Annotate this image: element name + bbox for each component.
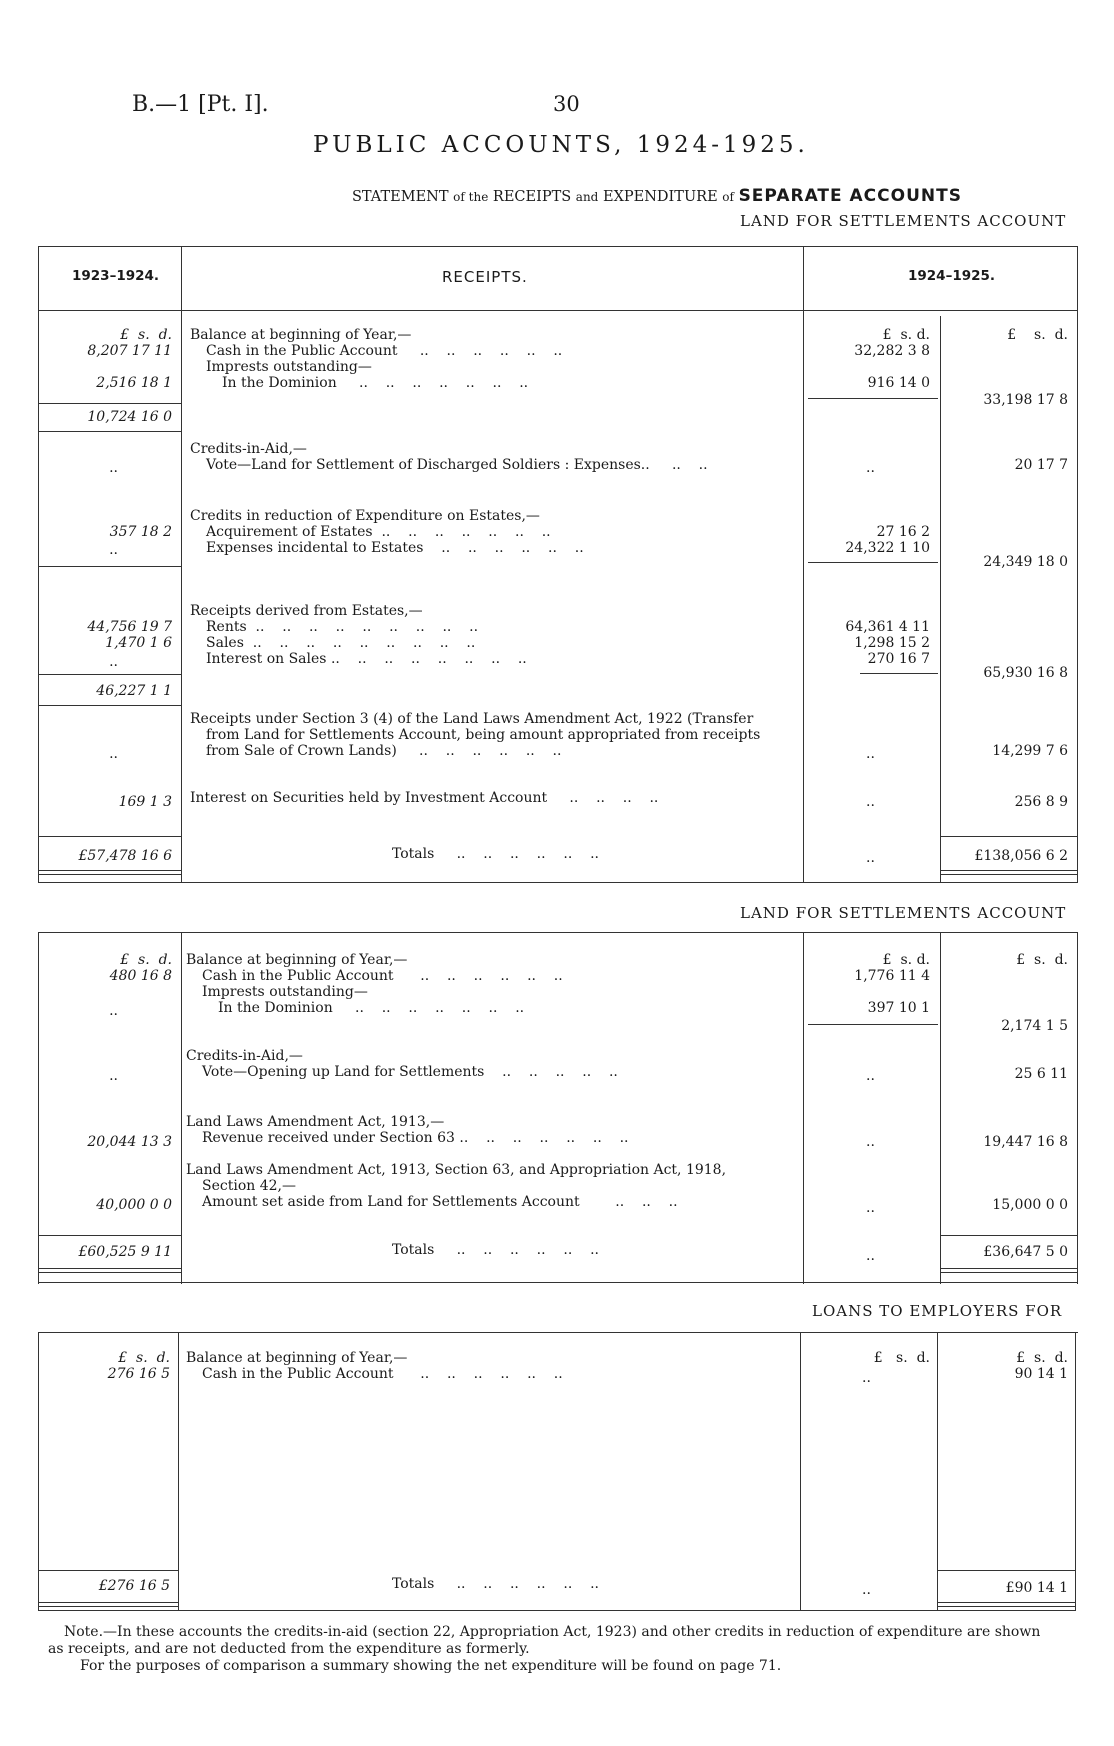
table2-units-total: £ s. d. [1016, 952, 1068, 968]
table1-exp-prev: .. [109, 542, 118, 558]
table3-divider-receipts [800, 1332, 801, 1610]
statement-word: STATEMENT [352, 189, 449, 205]
statement-and: and [575, 190, 599, 204]
table1-section3-total: 14,299 7 6 [992, 743, 1068, 759]
table2-cash-label: Cash in the Public Account .. .. .. .. .. .. [202, 968, 563, 984]
table1-subtitle: LAND FOR SETTLEMENTS ACCOUNT [740, 212, 1067, 230]
statement-main: SEPARATE ACCOUNTS [738, 186, 962, 206]
statement-of-the: of the [453, 190, 489, 204]
table1-credits-heading: Credits-in-Aid,— [190, 441, 307, 457]
table1-units-prev: £ s. d. [120, 327, 172, 343]
table2-aside-detail: .. [866, 1200, 875, 1216]
table3-units-total: £ s. d. [1016, 1350, 1068, 1366]
table2-subtitle: LAND FOR SETTLEMENTS ACCOUNT [740, 904, 1067, 922]
table1-interest-detail: 270 16 7 [867, 651, 930, 667]
table2-prev-total-rule [38, 1235, 182, 1236]
table2-vote-detail: .. [866, 1068, 875, 1084]
table1-rents-detail: 64,361 4 11 [845, 619, 930, 635]
table3-prev-total-rule [38, 1570, 179, 1571]
table2-credits-heading: Credits-in-Aid,— [186, 1048, 303, 1064]
table1-total-rule [940, 836, 1077, 837]
table2-revenue-label: Revenue received under Section 63 .. .. .. .. .. .. .. [202, 1130, 629, 1146]
table1-section3-line2: from Land for Settlements Account, being amount appropriated from receipts [206, 727, 761, 743]
table2-cash-detail: 1,776 11 4 [854, 968, 930, 984]
page-number: 30 [553, 92, 580, 116]
table1-units-total: £ s. d. [1007, 327, 1068, 343]
table2-prev-double-rule [38, 1268, 182, 1273]
table2-right-border [1077, 932, 1078, 1284]
table1-vote-total: 20 17 7 [1014, 457, 1068, 473]
table1-totals-total: £138,056 6 2 [974, 848, 1068, 864]
table2-aside-prev: 40,000 0 0 [96, 1197, 172, 1213]
table3-totals-prev: £276 16 5 [98, 1578, 170, 1594]
table1-vote-label: Vote—Land for Settlement of Discharged Soldiers : Expenses.. .. .. [206, 457, 708, 473]
table2-imprests-label: Imprests outstanding— [202, 984, 368, 1000]
table1-units-detail: £ s. d. [882, 327, 930, 343]
table2-approp-line1: Land Laws Amendment Act, 1913, Section 63, and Appropriation Act, 1918, [186, 1162, 727, 1178]
table1-rents-label: Rents .. .. .. .. .. .. .. .. .. [206, 619, 479, 635]
table3-totals-label: Totals .. .. .. .. .. .. [392, 1576, 599, 1592]
table2-aside-total: 15,000 0 0 [992, 1197, 1068, 1213]
table1-section3-line3: from Sale of Crown Lands) .. .. .. .. .. .. [206, 743, 562, 759]
table1-securities-total: 256 8 9 [1014, 794, 1068, 810]
table1-cash-detail: 32,282 3 8 [854, 343, 930, 359]
table2-totals-total: £36,647 5 0 [983, 1244, 1068, 1260]
table3-prev-double-rule [38, 1602, 179, 1607]
table1-prev-rule-2 [38, 566, 182, 567]
table1-sales-prev: 1,470 1 6 [105, 635, 172, 651]
table3-cash-total: 90 14 1 [1014, 1366, 1068, 1382]
table1-reduction-rule [808, 562, 938, 563]
table1-header-receipts: RECEIPTS. [442, 268, 528, 286]
page-title: PUBLIC ACCOUNTS, 1924-1925. [313, 132, 809, 158]
note-line3: For the purposes of comparison a summary showing the net expenditure will be found on page 71. [80, 1658, 782, 1674]
table2-revenue-prev: 20,044 13 3 [87, 1134, 172, 1150]
table1-dominion-label: In the Dominion .. .. .. .. .. .. .. [222, 375, 529, 391]
statement-of: of [722, 190, 734, 204]
table1-exp-detail: 24,322 1 10 [845, 540, 930, 556]
table3-balance-heading: Balance at beginning of Year,— [186, 1350, 408, 1366]
table1-section3-line1: Receipts under Section 3 (4) of the Land Laws Amendment Act, 1922 (Transfer [190, 711, 754, 727]
table1-divider-detail [940, 316, 941, 882]
table3-left-border [38, 1332, 39, 1610]
table1-dominion-prev: 2,516 18 1 [96, 375, 172, 391]
table2-dominion-label: In the Dominion .. .. .. .. .. .. .. [218, 1000, 525, 1016]
table3-units-detail: £ s. d. [873, 1350, 930, 1366]
table1-interest-prev: .. [109, 654, 118, 670]
table1-prev-subtotal-1: 10,724 16 0 [87, 409, 172, 425]
table2-balance-total: 2,174 1 5 [1001, 1018, 1068, 1034]
table1-securities-detail: .. [866, 794, 875, 810]
table1-vote-detail: .. [866, 460, 875, 476]
table1-acq-detail: 27 16 2 [876, 524, 930, 540]
table1-balance-total: 33,198 17 8 [983, 392, 1068, 408]
table1-securities-label: Interest on Securities held by Investment Account .. .. .. .. [190, 790, 659, 806]
table3-cash-label: Cash in the Public Account .. .. .. .. .. .. [202, 1366, 563, 1382]
statement-receipts: RECEIPTS [492, 189, 572, 205]
table1-prev-double-rule [38, 870, 182, 875]
table2-balance-rule [808, 1024, 938, 1025]
table1-interest-label: Interest on Sales .. .. .. .. .. .. .. .. [206, 651, 527, 667]
table1-bottom-rule [38, 882, 1078, 883]
table1-prev-subtotal-2: 46,227 1 1 [96, 683, 172, 699]
table1-vote-prev: .. [109, 460, 118, 476]
table1-sales-detail: 1,298 15 2 [854, 635, 930, 651]
table1-dominion-detail: 916 14 0 [867, 375, 930, 391]
table1-section3-detail: .. [866, 746, 875, 762]
table2-aside-label: Amount set aside from Land for Settlements Account .. .. .. [202, 1194, 678, 1210]
table3-units-prev: £ s. d. [118, 1350, 170, 1366]
table1-totals-label: Totals .. .. .. .. .. .. [392, 846, 599, 862]
table2-vote-total: 25 6 11 [1014, 1066, 1068, 1082]
table1-head-rule [38, 310, 1078, 311]
table2-revenue-detail: .. [866, 1134, 875, 1150]
table1-header-curr-year: 1924–1925. [908, 268, 996, 284]
table1-right-border [1077, 246, 1078, 882]
table1-reduction-heading: Credits in reduction of Expenditure on Estates,— [190, 508, 540, 524]
table2-units-prev: £ s. d. [120, 952, 172, 968]
table1-top-rule [38, 246, 1078, 247]
table2-dominion-detail: 397 10 1 [867, 1000, 930, 1016]
table1-balance-rule [808, 398, 938, 399]
table1-acq-label: Acquirement of Estates .. .. .. .. .. .. .. [206, 524, 551, 540]
table3-totals-total: £90 14 1 [1005, 1580, 1068, 1596]
table1-rents-prev: 44,756 19 7 [87, 619, 172, 635]
table1-securities-prev: 169 1 3 [118, 794, 172, 810]
table2-bottom-rule [38, 1282, 1078, 1283]
table2-units-detail: £ s. d. [882, 952, 930, 968]
table1-double-rule [940, 870, 1077, 875]
table1-prev-subtotal-rule-top [38, 403, 182, 404]
table1-left-border [38, 246, 39, 882]
table1-prev-total-rule [38, 836, 182, 837]
table1-prev-subtotal-rule-bottom [38, 431, 182, 432]
note-line2: as receipts, and are not deducted from the expenditure as formerly. [48, 1641, 530, 1657]
table1-acq-prev: 357 18 2 [109, 524, 172, 540]
table2-totals-detail: .. [866, 1248, 875, 1264]
table2-top-rule [38, 932, 1078, 933]
table2-total-rule [940, 1235, 1077, 1236]
table3-bottom-rule [38, 1610, 1076, 1611]
table2-cash-prev: 480 16 8 [109, 968, 172, 984]
table2-approp-line2: Section 42,— [202, 1178, 296, 1194]
table2-vote-prev: .. [109, 1068, 118, 1084]
table3-top-rule [38, 1332, 1078, 1333]
table1-balance-heading: Balance at beginning of Year,— [190, 327, 412, 343]
table1-prev-rule-4 [38, 705, 182, 706]
table2-revenue-total: 19,447 16 8 [983, 1134, 1068, 1150]
table3-double-rule [937, 1602, 1075, 1607]
table2-totals-label: Totals .. .. .. .. .. .. [392, 1242, 599, 1258]
document-reference: B.—1 [Pt. I]. [132, 92, 269, 117]
table2-act1913-heading: Land Laws Amendment Act, 1913,— [186, 1114, 445, 1130]
table3-right-border [1075, 1332, 1076, 1610]
table1-totals-detail: .. [866, 850, 875, 866]
table2-divider-prev [181, 932, 182, 1284]
table1-exp-label: Expenses incidental to Estates .. .. .. .. .. .. [206, 540, 584, 556]
table2-dominion-prev: .. [109, 1003, 118, 1019]
table1-reduction-total: 24,349 18 0 [983, 554, 1068, 570]
table1-section3-prev: .. [109, 746, 118, 762]
table1-cash-label: Cash in the Public Account .. .. .. .. .. .. [206, 343, 563, 359]
table1-estates-total: 65,930 16 8 [983, 665, 1068, 681]
note-line1: Note.—In these accounts the credits-in-aid (section 22, Appropriation Act, 1923) and other credits in reduction of expenditure are shown [64, 1624, 1041, 1640]
table3-total-rule [937, 1570, 1075, 1571]
table2-totals-prev: £60,525 9 11 [78, 1244, 172, 1260]
table2-balance-heading: Balance at beginning of Year,— [186, 952, 408, 968]
table1-divider-prev [181, 246, 182, 882]
table3-cash-prev: 276 16 5 [107, 1366, 170, 1382]
table1-cash-prev: 8,207 17 11 [87, 343, 172, 359]
table1-prev-rule-3 [38, 674, 182, 675]
table1-sales-label: Sales .. .. .. .. .. .. .. .. .. [206, 635, 476, 651]
table1-header-prev-year: 1923–1924. [72, 268, 160, 284]
table1-imprests-label: Imprests outstanding— [206, 359, 372, 375]
table2-left-border [38, 932, 39, 1284]
statement-expenditure: EXPENDITURE [602, 189, 718, 205]
table3-divider-detail [937, 1332, 938, 1610]
table2-divider-detail [940, 932, 941, 1284]
table2-double-rule [940, 1268, 1077, 1273]
table3-divider-prev [178, 1332, 179, 1610]
table1-divider-receipts [803, 246, 804, 882]
table2-divider-receipts [803, 932, 804, 1284]
table3-totals-detail: .. [862, 1582, 871, 1598]
table1-estates-rule [860, 673, 938, 674]
table1-estates-heading: Receipts derived from Estates,— [190, 603, 423, 619]
table1-totals-prev: £57,478 16 6 [78, 848, 172, 864]
table2-vote-label: Vote—Opening up Land for Settlements .. .. .. .. .. [202, 1064, 618, 1080]
table3-subtitle: LOANS TO EMPLOYERS FOR [812, 1302, 1063, 1320]
statement-heading [352, 186, 962, 206]
table3-cash-detail: .. [862, 1370, 871, 1386]
